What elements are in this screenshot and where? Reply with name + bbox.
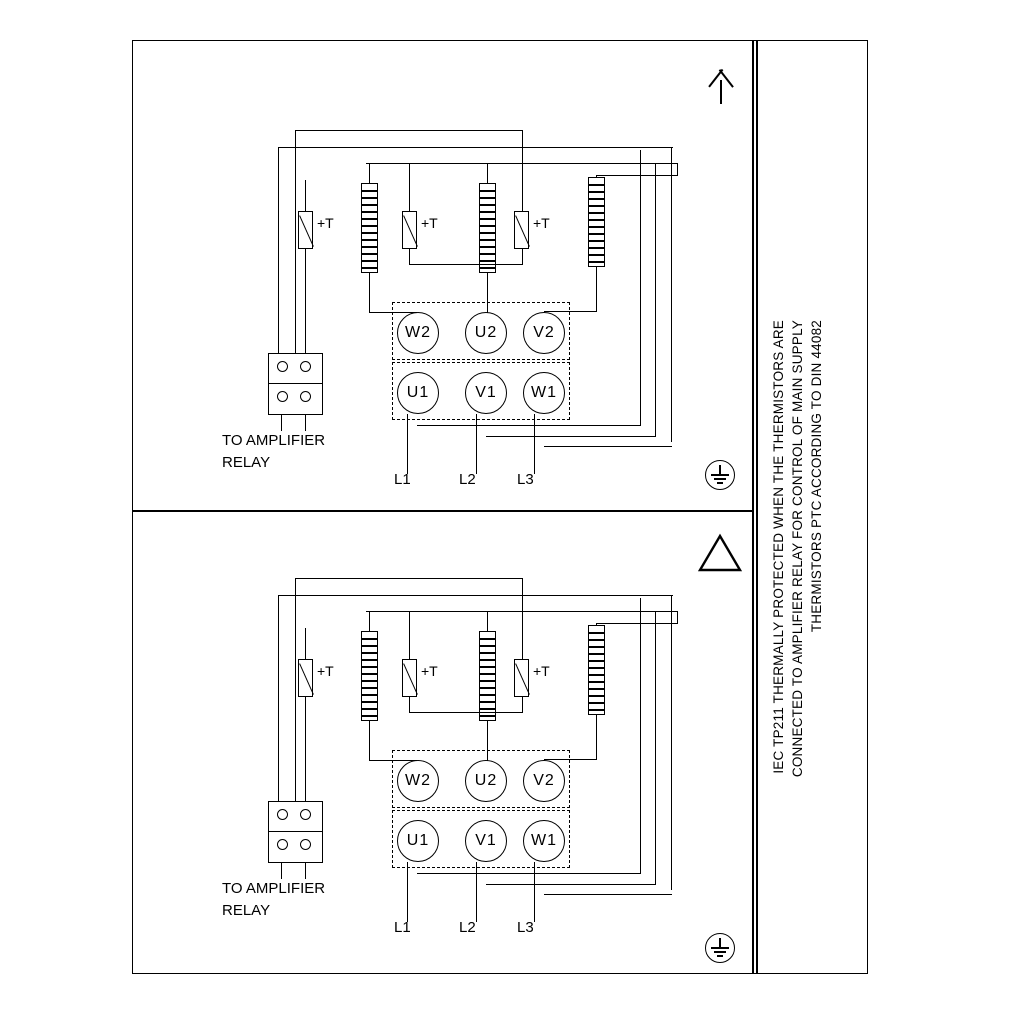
panel-divider (132, 510, 754, 512)
thermistor-6 (514, 659, 529, 697)
terminal-V2-label: V2 (533, 324, 555, 341)
wire2-top-second-h (295, 578, 523, 579)
terminal-U2-2-label: U2 (474, 772, 498, 789)
return2-v-3 (640, 598, 641, 874)
terminal-W2[interactable] (397, 312, 439, 354)
terminal-U2-2[interactable] (465, 760, 507, 802)
return-v-2 (655, 163, 656, 437)
terminal-V2-2[interactable] (523, 760, 565, 802)
note-line-1: IEC TP211 THERMALLY PROTECTED WHEN THE THERMISTORS ARE (771, 320, 786, 774)
amplifier-label-line-1: TO AMPLIFIER (222, 432, 326, 449)
terminal-W1[interactable] (523, 372, 565, 414)
phase-label-L1: L1 (394, 471, 411, 488)
return-v-3 (640, 150, 641, 426)
block2-out-lead-2 (305, 863, 306, 879)
return2-h-2 (486, 884, 656, 885)
ptc1-top-lead (305, 180, 306, 211)
block2-out-lead-1 (281, 863, 282, 879)
ptc2-top-lead (409, 163, 410, 211)
wire2-top-left-v2 (295, 578, 296, 801)
terminal-V1-label: V1 (475, 384, 497, 401)
wire2-top-outer-right-v (671, 595, 672, 890)
phase2-label-L2: L2 (459, 919, 476, 936)
terminal-U1-2[interactable] (397, 820, 439, 862)
ptc6-top-lead (522, 628, 523, 659)
terminal-U1-label: U1 (406, 384, 430, 401)
block-pin-2 (300, 361, 311, 372)
wire2-top-left-v1 (278, 595, 279, 801)
thermistor-2 (402, 211, 417, 249)
wire-top-left-v2 (295, 130, 296, 353)
amplifier-label-2-line-1: TO AMPLIFIER (222, 880, 326, 897)
symbol-column-divider (752, 40, 754, 974)
thermistor-5-label: +T (421, 663, 438, 679)
winding-2 (479, 183, 496, 273)
phase-L3-wire (534, 414, 535, 474)
ptc5-top-lead (409, 611, 410, 659)
block-pin-1 (277, 361, 288, 372)
note-line-2: CONNECTED TO AMPLIFIER RELAY FOR CONTROL OF MAIN SUPPLY (790, 320, 805, 778)
winding-3 (588, 177, 605, 267)
thermistor-4-label: +T (317, 663, 334, 679)
terminal-U2-label: U2 (474, 324, 498, 341)
coil6-top-h (596, 623, 678, 624)
winding-5 (479, 631, 496, 721)
ptc3-bottom-lead (522, 249, 523, 265)
block-divider (269, 383, 322, 384)
winding1-bottom-lead (369, 273, 370, 313)
thermistor-3 (514, 211, 529, 249)
terminal-U1[interactable] (397, 372, 439, 414)
amplifier-terminal-block (268, 353, 323, 415)
block2-divider (269, 831, 322, 832)
terminal-W1-2-label: W1 (531, 832, 557, 849)
thermistor-4 (298, 659, 313, 697)
block2-pin-4 (300, 839, 311, 850)
return-h-3 (544, 446, 672, 447)
wire2-top-third-h (366, 611, 678, 612)
wire-top-left-v1 (278, 147, 279, 353)
winding-1 (361, 183, 378, 273)
phase-L1-wire (407, 414, 408, 474)
terminal-U1-2-label: U1 (406, 832, 430, 849)
block-out-lead-2 (305, 415, 306, 431)
wire2-top-outer-h (278, 595, 673, 596)
terminal-U2[interactable] (465, 312, 507, 354)
return-h-1 (417, 425, 641, 426)
thermistor-5 (402, 659, 417, 697)
block2-pin-3 (277, 839, 288, 850)
ptc2-bottom-h (409, 264, 523, 265)
phase-label-L2: L2 (459, 471, 476, 488)
phase2-L2-wire (476, 862, 477, 922)
winding4-bottom-lead (369, 721, 370, 761)
delta-connection-icon (697, 533, 743, 573)
amplifier-terminal-block-2 (268, 801, 323, 863)
ptc4-top-lead (305, 628, 306, 659)
winding-4 (361, 631, 378, 721)
return2-h-3 (544, 894, 672, 895)
thermistor-1 (298, 211, 313, 249)
winding3-bottom-lead (596, 267, 597, 312)
return-h-2 (486, 436, 656, 437)
coil3-top-v (677, 163, 678, 176)
delta-svg (697, 533, 743, 573)
ptc6-bottom-lead (522, 697, 523, 713)
terminal-W2-2[interactable] (397, 760, 439, 802)
thermistor-3-label: +T (533, 215, 550, 231)
phase-L2-wire (476, 414, 477, 474)
block-pin-3 (277, 391, 288, 402)
ptc2-bottom-lead (409, 249, 410, 265)
note-column-divider (756, 40, 758, 974)
wire-top-outer-right-v (671, 147, 672, 442)
thermistor-6-label: +T (533, 663, 550, 679)
wire-top-outer-h (278, 147, 673, 148)
block-pin-4 (300, 391, 311, 402)
ptc4-bottom-lead (305, 697, 306, 801)
terminal-V1[interactable] (465, 372, 507, 414)
terminal-V1-2-label: V1 (475, 832, 497, 849)
ptc3-top-lead (522, 180, 523, 211)
note-line-3: THERMISTORS PTC ACCORDING TO DIN 44082 (809, 320, 824, 633)
terminal-W2-label: W2 (405, 324, 431, 341)
coil3-top-h (596, 175, 678, 176)
ptc5-bottom-h (409, 712, 523, 713)
coil2-top-lead (487, 163, 488, 183)
terminal-V1-2[interactable] (465, 820, 507, 862)
coil5-top-lead (487, 611, 488, 631)
block2-pin-1 (277, 809, 288, 820)
terminal-W1-2[interactable] (523, 820, 565, 862)
phase-label-L3: L3 (517, 471, 534, 488)
thermistor-1-label: +T (317, 215, 334, 231)
block-out-lead-1 (281, 415, 282, 431)
phase2-label-L1: L1 (394, 919, 411, 936)
terminal-W1-label: W1 (531, 384, 557, 401)
coil1-top-lead (369, 163, 370, 183)
star-connection-icon (699, 58, 743, 104)
terminal-W2-2-label: W2 (405, 772, 431, 789)
terminal-V2-2-label: V2 (533, 772, 555, 789)
wire-top-second-h (295, 130, 523, 131)
phase2-L3-wire (534, 862, 535, 922)
terminal-V2[interactable] (523, 312, 565, 354)
thermistor-2-label: +T (421, 215, 438, 231)
phase2-label-L3: L3 (517, 919, 534, 936)
return2-v-2 (655, 611, 656, 885)
coil6-top-v (677, 611, 678, 624)
phase2-L1-wire (407, 862, 408, 922)
coil4-top-lead (369, 611, 370, 631)
block2-pin-2 (300, 809, 311, 820)
amplifier-label-line-2: RELAY (222, 454, 271, 471)
ptc1-bottom-lead (305, 249, 306, 353)
wire-top-third-h (366, 163, 678, 164)
winding6-bottom-lead (596, 715, 597, 760)
winding-6 (588, 625, 605, 715)
ptc5-bottom-lead (409, 697, 410, 713)
return2-h-1 (417, 873, 641, 874)
amplifier-label-2-line-2: RELAY (222, 902, 271, 919)
